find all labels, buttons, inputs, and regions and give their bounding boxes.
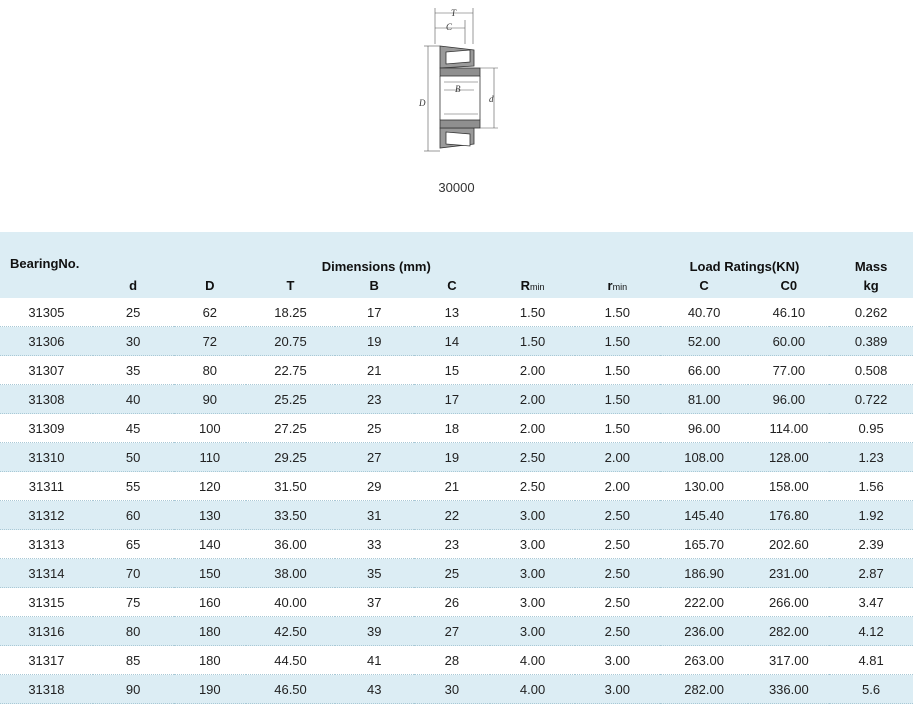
cell-C: 26 — [414, 588, 491, 617]
cell-load-C0: 317.00 — [748, 646, 829, 675]
header-bearing-no: BearingNo. — [0, 232, 93, 298]
header-dimensions: Dimensions (mm) — [93, 232, 660, 278]
cell-C: 21 — [414, 472, 491, 501]
table-row — [0, 617, 913, 646]
cell-bearing-no: 31315 — [0, 588, 93, 617]
cell-r-min: 1.50 — [575, 356, 660, 385]
cell-load-C: 186.90 — [660, 559, 749, 588]
cell-d: 90 — [93, 675, 174, 704]
cell-C: 25 — [414, 559, 491, 588]
table-row — [0, 472, 913, 501]
cell-T: 33.50 — [246, 501, 335, 530]
cell-r-min: 3.00 — [575, 646, 660, 675]
cell-d: 85 — [93, 646, 174, 675]
cell-load-C0: 231.00 — [748, 559, 829, 588]
cell-mass-kg: 3.47 — [829, 588, 913, 617]
header-kg: kg — [829, 278, 913, 298]
cell-d: 55 — [93, 472, 174, 501]
cell-load-C0: 114.00 — [748, 414, 829, 443]
tapered-roller-bearing-diagram — [410, 6, 510, 171]
header-load-C: C — [660, 278, 749, 298]
header-D: D — [174, 278, 247, 298]
cell-T: 29.25 — [246, 443, 335, 472]
cell-T: 25.25 — [246, 385, 335, 414]
cell-C: 22 — [414, 501, 491, 530]
cell-r-min: 1.50 — [575, 414, 660, 443]
cell-T: 22.75 — [246, 356, 335, 385]
header-d: d — [93, 278, 174, 298]
cell-mass-kg: 5.6 — [829, 675, 913, 704]
cell-load-C: 81.00 — [660, 385, 749, 414]
cell-C: 15 — [414, 356, 491, 385]
cell-load-C0: 158.00 — [748, 472, 829, 501]
table-row — [0, 414, 913, 443]
table-row — [0, 327, 913, 356]
cell-load-C0: 128.00 — [748, 443, 829, 472]
cell-C: 27 — [414, 617, 491, 646]
cell-C: 14 — [414, 327, 491, 356]
cell-C: 23 — [414, 530, 491, 559]
cell-d: 25 — [93, 298, 174, 327]
cell-D: 160 — [174, 588, 247, 617]
cell-load-C: 236.00 — [660, 617, 749, 646]
cell-T: 44.50 — [246, 646, 335, 675]
cell-mass-kg: 1.56 — [829, 472, 913, 501]
cell-mass-kg: 2.39 — [829, 530, 913, 559]
cell-T: 36.00 — [246, 530, 335, 559]
cell-bearing-no: 31305 — [0, 298, 93, 327]
cell-C: 30 — [414, 675, 491, 704]
cell-mass-kg: 0.262 — [829, 298, 913, 327]
series-label: 30000 — [438, 180, 475, 195]
header-B: B — [335, 278, 414, 298]
cell-T: 38.00 — [246, 559, 335, 588]
cell-d: 50 — [93, 443, 174, 472]
bearing-spec-table — [0, 232, 913, 704]
cell-T: 27.25 — [246, 414, 335, 443]
cell-T: 42.50 — [246, 617, 335, 646]
bearing-diagram-area — [0, 0, 913, 230]
cell-r-min: 2.50 — [575, 617, 660, 646]
cell-load-C: 222.00 — [660, 588, 749, 617]
header-r-min — [575, 278, 660, 298]
cell-D: 72 — [174, 327, 247, 356]
cell-load-C: 165.70 — [660, 530, 749, 559]
cell-T: 20.75 — [246, 327, 335, 356]
table-body — [0, 298, 913, 704]
cell-d: 70 — [93, 559, 174, 588]
cell-C: 19 — [414, 443, 491, 472]
cell-B: 27 — [335, 443, 414, 472]
cell-load-C: 108.00 — [660, 443, 749, 472]
cell-bearing-no: 31312 — [0, 501, 93, 530]
cell-r-min: 2.50 — [575, 501, 660, 530]
cell-load-C: 263.00 — [660, 646, 749, 675]
table-header-row-1 — [0, 232, 913, 278]
dim-label-d: d — [489, 94, 494, 104]
cell-R-min: 2.50 — [490, 443, 575, 472]
cell-D: 120 — [174, 472, 247, 501]
cell-r-min: 2.50 — [575, 588, 660, 617]
header-R-sub: min — [530, 282, 545, 292]
cell-R-min: 1.50 — [490, 298, 575, 327]
header-mass: Mass — [829, 232, 913, 278]
cell-D: 190 — [174, 675, 247, 704]
cell-B: 41 — [335, 646, 414, 675]
cell-mass-kg: 0.389 — [829, 327, 913, 356]
cell-mass-kg: 4.81 — [829, 646, 913, 675]
cell-d: 45 — [93, 414, 174, 443]
cell-bearing-no: 31316 — [0, 617, 93, 646]
cell-R-min: 4.00 — [490, 646, 575, 675]
cell-R-min: 4.00 — [490, 675, 575, 704]
table-row — [0, 443, 913, 472]
cell-load-C0: 336.00 — [748, 675, 829, 704]
cell-B: 29 — [335, 472, 414, 501]
cell-R-min: 2.00 — [490, 385, 575, 414]
cell-r-min: 2.50 — [575, 530, 660, 559]
cell-r-min: 2.50 — [575, 559, 660, 588]
cell-R-min: 2.00 — [490, 356, 575, 385]
dim-label-T: T — [451, 8, 457, 18]
cell-bearing-no: 31313 — [0, 530, 93, 559]
header-r-sub: min — [612, 282, 628, 292]
cell-C: 28 — [414, 646, 491, 675]
cell-load-C: 130.00 — [660, 472, 749, 501]
cell-D: 80 — [174, 356, 247, 385]
cell-mass-kg: 1.92 — [829, 501, 913, 530]
cell-R-min: 3.00 — [490, 559, 575, 588]
cell-B: 37 — [335, 588, 414, 617]
table-row — [0, 646, 913, 675]
table-row — [0, 530, 913, 559]
cell-B: 23 — [335, 385, 414, 414]
cell-R-min: 3.00 — [490, 617, 575, 646]
cell-R-min: 3.00 — [490, 501, 575, 530]
cell-B: 17 — [335, 298, 414, 327]
cell-bearing-no: 31314 — [0, 559, 93, 588]
header-load-ratings: Load Ratings(KN) — [660, 232, 829, 278]
cell-load-C: 40.70 — [660, 298, 749, 327]
cell-r-min: 2.00 — [575, 443, 660, 472]
dim-label-C: C — [446, 22, 453, 32]
table-row — [0, 588, 913, 617]
cell-load-C0: 60.00 — [748, 327, 829, 356]
cell-load-C0: 266.00 — [748, 588, 829, 617]
cell-load-C0: 282.00 — [748, 617, 829, 646]
cell-d: 75 — [93, 588, 174, 617]
cell-B: 39 — [335, 617, 414, 646]
cell-B: 25 — [335, 414, 414, 443]
dim-label-B: B — [455, 84, 461, 94]
cell-B: 31 — [335, 501, 414, 530]
cell-D: 130 — [174, 501, 247, 530]
dim-label-D: D — [419, 98, 426, 108]
table-row — [0, 675, 913, 704]
header-T: T — [246, 278, 335, 298]
cell-R-min: 2.50 — [490, 472, 575, 501]
cell-D: 140 — [174, 530, 247, 559]
header-C: C — [414, 278, 491, 298]
cell-D: 62 — [174, 298, 247, 327]
cell-r-min: 2.00 — [575, 472, 660, 501]
cell-bearing-no: 31307 — [0, 356, 93, 385]
cell-B: 19 — [335, 327, 414, 356]
cell-bearing-no: 31311 — [0, 472, 93, 501]
header-R-min — [490, 278, 575, 298]
table-row — [0, 298, 913, 327]
cell-load-C0: 96.00 — [748, 385, 829, 414]
cell-load-C0: 46.10 — [748, 298, 829, 327]
header-load-C0: C0 — [748, 278, 829, 298]
cell-D: 110 — [174, 443, 247, 472]
table-row — [0, 501, 913, 530]
cell-d: 30 — [93, 327, 174, 356]
cell-d: 40 — [93, 385, 174, 414]
cell-C: 13 — [414, 298, 491, 327]
cell-mass-kg: 2.87 — [829, 559, 913, 588]
cell-R-min: 3.00 — [490, 588, 575, 617]
cell-T: 18.25 — [246, 298, 335, 327]
cell-R-min: 1.50 — [490, 327, 575, 356]
cell-bearing-no: 31318 — [0, 675, 93, 704]
cell-bearing-no: 31310 — [0, 443, 93, 472]
cell-D: 90 — [174, 385, 247, 414]
table-header-row-2 — [0, 278, 913, 298]
cell-r-min: 1.50 — [575, 327, 660, 356]
cell-d: 80 — [93, 617, 174, 646]
table-row — [0, 559, 913, 588]
cell-load-C: 52.00 — [660, 327, 749, 356]
cell-mass-kg: 1.23 — [829, 443, 913, 472]
cell-load-C: 282.00 — [660, 675, 749, 704]
cell-bearing-no: 31317 — [0, 646, 93, 675]
cell-load-C: 66.00 — [660, 356, 749, 385]
header-r: r — [607, 278, 613, 293]
cell-T: 40.00 — [246, 588, 335, 617]
cell-T: 46.50 — [246, 675, 335, 704]
cell-mass-kg: 4.12 — [829, 617, 913, 646]
cell-D: 180 — [174, 646, 247, 675]
cell-T: 31.50 — [246, 472, 335, 501]
cell-load-C0: 176.80 — [748, 501, 829, 530]
header-R: R — [520, 278, 531, 293]
cell-mass-kg: 0.722 — [829, 385, 913, 414]
cell-B: 43 — [335, 675, 414, 704]
table-row — [0, 356, 913, 385]
cell-d: 35 — [93, 356, 174, 385]
cell-mass-kg: 0.508 — [829, 356, 913, 385]
cell-B: 35 — [335, 559, 414, 588]
cell-bearing-no: 31306 — [0, 327, 93, 356]
cell-mass-kg: 0.95 — [829, 414, 913, 443]
cell-d: 65 — [93, 530, 174, 559]
cell-bearing-no: 31308 — [0, 385, 93, 414]
cell-load-C0: 202.60 — [748, 530, 829, 559]
cell-load-C: 145.40 — [660, 501, 749, 530]
cell-bearing-no: 31309 — [0, 414, 93, 443]
cell-r-min: 1.50 — [575, 298, 660, 327]
cell-C: 18 — [414, 414, 491, 443]
cell-R-min: 3.00 — [490, 530, 575, 559]
cell-C: 17 — [414, 385, 491, 414]
cell-d: 60 — [93, 501, 174, 530]
cell-D: 100 — [174, 414, 247, 443]
cell-B: 21 — [335, 356, 414, 385]
cell-load-C0: 77.00 — [748, 356, 829, 385]
cell-D: 180 — [174, 617, 247, 646]
table-row — [0, 385, 913, 414]
cell-R-min: 2.00 — [490, 414, 575, 443]
cell-D: 150 — [174, 559, 247, 588]
cell-B: 33 — [335, 530, 414, 559]
cell-r-min: 3.00 — [575, 675, 660, 704]
cell-load-C: 96.00 — [660, 414, 749, 443]
cell-r-min: 1.50 — [575, 385, 660, 414]
